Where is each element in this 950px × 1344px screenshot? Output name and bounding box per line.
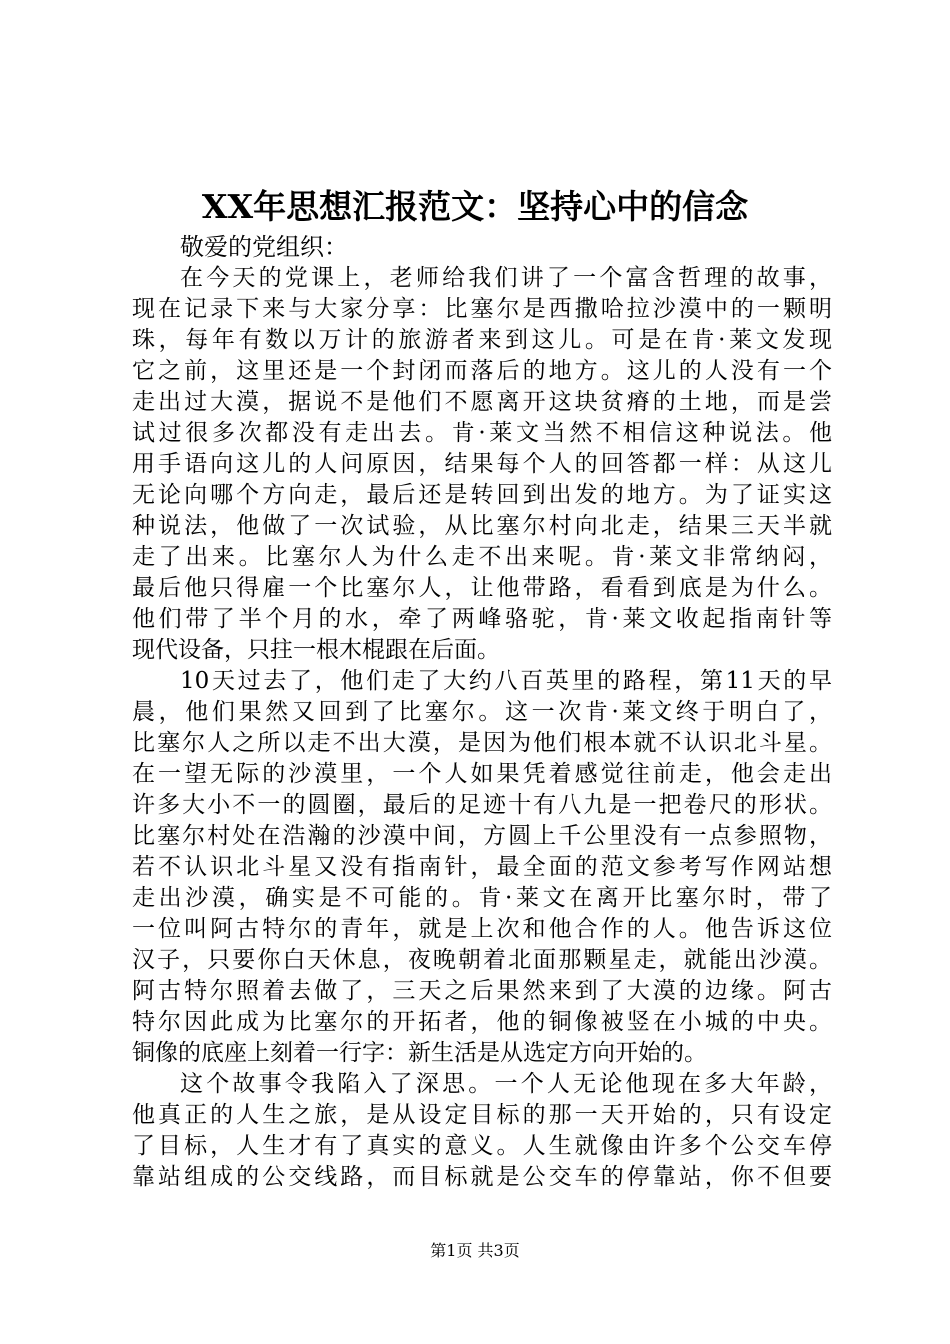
paragraph-line: 走出沙漠，确实是不可能的。肯·莱文在离开比塞尔时，带了 xyxy=(132,885,832,911)
paragraph-2 xyxy=(132,666,832,1069)
paragraph-line: 在一望无际的沙漠里，一个人如果凭着感觉往前走，他会走出 xyxy=(132,761,832,787)
paragraph-line: 阿古特尔照着去做了，三天之后果然来到了大漠的边缘。阿古 xyxy=(132,978,832,1004)
document-body xyxy=(132,263,832,1193)
paragraph-line: 用手语向这儿的人问原因，结果每个人的回答都一样：从这儿 xyxy=(132,451,832,477)
paragraph-line: 若不认识北斗星又没有指南针，最全面的范文参考写作网站想 xyxy=(132,854,832,880)
paragraph-line: 走了出来。比塞尔人为什么走不出来呢。肯·莱文非常纳闷， xyxy=(132,544,832,570)
paragraph-line: 在今天的党课上，老师给我们讲了一个富含哲理的故事， xyxy=(180,265,832,291)
paragraph-3 xyxy=(132,1069,832,1193)
page-footer: 第1页 共3页 xyxy=(430,1241,520,1260)
paragraph-line: 特尔因此成为比塞尔的开拓者，他的铜像被竖在小城的中央。 xyxy=(132,1009,832,1035)
document-title: XX年思想汇报范文：坚持心中的信念 xyxy=(201,187,749,226)
paragraph-line: 一位叫阿古特尔的青年，就是上次和他合作的人。他告诉这位 xyxy=(132,916,832,942)
paragraph-line: 试过很多次都没有走出去。肯·莱文当然不相信这种说法。他 xyxy=(132,420,832,446)
paragraph-line: 这个故事令我陷入了深思。一个人无论他现在多大年龄， xyxy=(180,1071,832,1097)
paragraph-line: 无论向哪个方向走，最后还是转回到出发的地方。为了证实这 xyxy=(132,482,832,508)
paragraph-line: 现代设备，只拄一根木棍跟在后面。 xyxy=(132,637,500,663)
paragraph-line: 靠站组成的公交线路，而目标就是公交车的停靠站，你不但要 xyxy=(132,1164,832,1190)
paragraph-line: 汉子，只要你白天休息，夜晚朝着北面那颗星走，就能出沙漠。 xyxy=(132,947,832,973)
paragraph-line: 比塞尔人之所以走不出大漠，是因为他们根本就不认识北斗星。 xyxy=(132,730,832,756)
paragraph-line: 10天过去了，他们走了大约八百英里的路程，第11天的早 xyxy=(180,668,832,694)
paragraph-1 xyxy=(132,263,832,666)
paragraph-line: 了目标，人生才有了真实的意义。人生就像由许多个公交车停 xyxy=(132,1133,832,1159)
salutation: 敬爱的党组织： xyxy=(180,233,348,261)
paragraph-line: 走出过大漠，据说不是他们不愿离开这块贫瘠的土地，而是尝 xyxy=(132,389,832,415)
paragraph-line: 许多大小不一的圆圈，最后的足迹十有八九是一把卷尺的形状。 xyxy=(132,792,832,818)
paragraph-line: 最后他只得雇一个比塞尔人，让他带路，看看到底是为什么。 xyxy=(132,575,832,601)
paragraph-line: 现在记录下来与大家分享：比塞尔是西撒哈拉沙漠中的一颗明 xyxy=(132,296,832,322)
paragraph-line: 他们带了半个月的水，牵了两峰骆驼，肯·莱文收起指南针等 xyxy=(132,606,832,632)
paragraph-line: 铜像的底座上刻着一行字：新生活是从选定方向开始的。 xyxy=(132,1040,707,1066)
paragraph-line: 晨，他们果然又回到了比塞尔。这一次肯·莱文终于明白了， xyxy=(132,699,832,725)
paragraph-line: 珠，每年有数以万计的旅游者来到这儿。可是在肯·莱文发现 xyxy=(132,327,832,353)
paragraph-line: 它之前，这里还是一个封闭而落后的地方。这儿的人没有一个 xyxy=(132,358,832,384)
paragraph-line: 他真正的人生之旅，是从设定目标的那一天开始的，只有设定 xyxy=(132,1102,832,1128)
paragraph-line: 比塞尔村处在浩瀚的沙漠中间，方圆上千公里没有一点参照物， xyxy=(132,823,832,849)
paragraph-line: 种说法，他做了一次试验，从比塞尔村向北走，结果三天半就 xyxy=(132,513,832,539)
